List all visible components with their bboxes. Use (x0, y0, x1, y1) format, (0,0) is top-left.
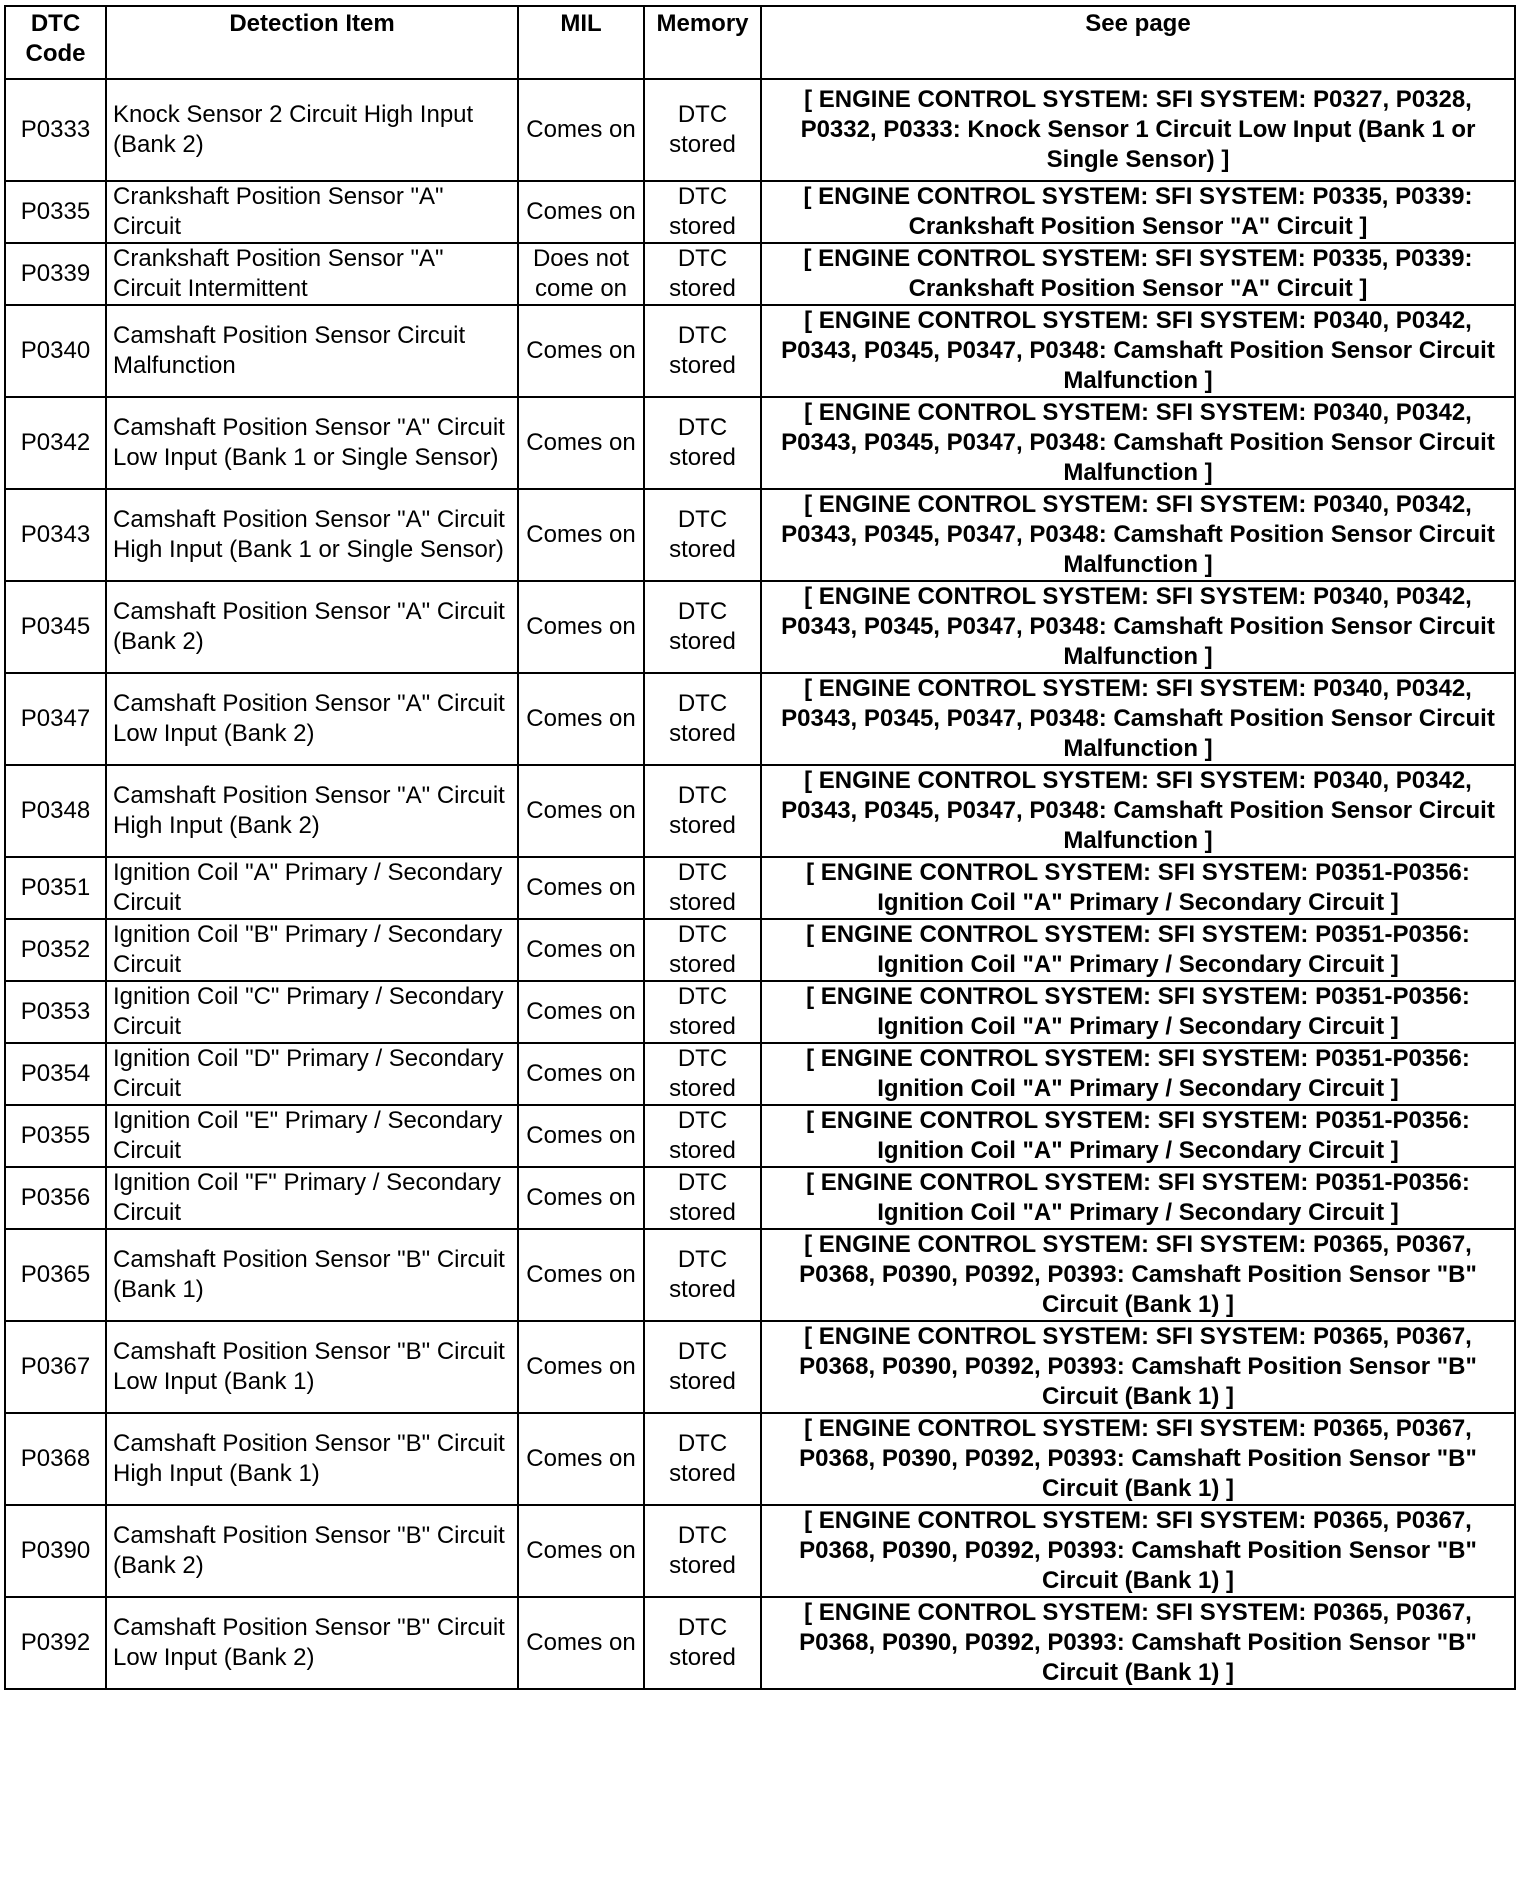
mil-cell: Comes on (518, 79, 644, 181)
detection-item-cell: Crankshaft Position Sensor "A" Circuit Intermittent (106, 243, 518, 305)
detection-item-cell: Camshaft Position Sensor "A" Circuit Low Input (Bank 1 or Single Sensor) (106, 397, 518, 489)
memory-cell: DTC stored (644, 765, 761, 857)
detection-item-cell: Camshaft Position Sensor "B" Circuit High Input (Bank 1) (106, 1413, 518, 1505)
mil-cell: Comes on (518, 181, 644, 243)
mil-cell: Comes on (518, 1229, 644, 1321)
memory-cell: DTC stored (644, 397, 761, 489)
table-row (5, 397, 1515, 489)
header-mil: MIL (518, 6, 644, 79)
detection-item-cell: Camshaft Position Sensor "B" Circuit Low Input (Bank 2) (106, 1597, 518, 1689)
see-page-cell: [ ENGINE CONTROL SYSTEM: SFI SYSTEM: P0340, P0342, P0343, P0345, P0347, P0348: Camshaft Position Sensor Circuit Malfunction ] (761, 489, 1515, 581)
table-row (5, 581, 1515, 673)
table-header-row (5, 6, 1515, 79)
dtc-code-cell: P0355 (5, 1105, 106, 1167)
header-dtc-code: DTC Code (5, 6, 106, 79)
table-row (5, 1413, 1515, 1505)
table-row (5, 243, 1515, 305)
dtc-code-cell: P0351 (5, 857, 106, 919)
memory-cell: DTC stored (644, 919, 761, 981)
dtc-code-cell: P0335 (5, 181, 106, 243)
table-row (5, 673, 1515, 765)
dtc-code-cell: P0347 (5, 673, 106, 765)
mil-cell: Does not come on (518, 243, 644, 305)
dtc-code-cell: P0340 (5, 305, 106, 397)
see-page-cell: [ ENGINE CONTROL SYSTEM: SFI SYSTEM: P0327, P0328, P0332, P0333: Knock Sensor 1 Circuit Low Input (Bank 1 or Single Sensor) ] (761, 79, 1515, 181)
see-page-cell: [ ENGINE CONTROL SYSTEM: SFI SYSTEM: P0351-P0356: Ignition Coil "A" Primary / Secondary Circuit ] (761, 1043, 1515, 1105)
see-page-cell: [ ENGINE CONTROL SYSTEM: SFI SYSTEM: P0365, P0367, P0368, P0390, P0392, P0393: Camshaft Position Sensor "B" Circuit (Bank 1) ] (761, 1597, 1515, 1689)
memory-cell: DTC stored (644, 181, 761, 243)
dtc-code-cell: P0339 (5, 243, 106, 305)
header-detection-item: Detection Item (106, 6, 518, 79)
table-row (5, 489, 1515, 581)
dtc-code-cell: P0367 (5, 1321, 106, 1413)
dtc-code-cell: P0368 (5, 1413, 106, 1505)
detection-item-cell: Ignition Coil "F" Primary / Secondary Circuit (106, 1167, 518, 1229)
mil-cell: Comes on (518, 1413, 644, 1505)
table-row (5, 1043, 1515, 1105)
memory-cell: DTC stored (644, 1043, 761, 1105)
memory-cell: DTC stored (644, 1167, 761, 1229)
see-page-cell: [ ENGINE CONTROL SYSTEM: SFI SYSTEM: P0340, P0342, P0343, P0345, P0347, P0348: Camshaft Position Sensor Circuit Malfunction ] (761, 673, 1515, 765)
dtc-code-cell: P0343 (5, 489, 106, 581)
memory-cell: DTC stored (644, 1505, 761, 1597)
detection-item-cell: Camshaft Position Sensor "B" Circuit Low Input (Bank 1) (106, 1321, 518, 1413)
table-row (5, 1505, 1515, 1597)
memory-cell: DTC stored (644, 1229, 761, 1321)
dtc-code-cell: P0348 (5, 765, 106, 857)
dtc-code-cell: P0365 (5, 1229, 106, 1321)
memory-cell: DTC stored (644, 1105, 761, 1167)
see-page-cell: [ ENGINE CONTROL SYSTEM: SFI SYSTEM: P0365, P0367, P0368, P0390, P0392, P0393: Camshaft Position Sensor "B" Circuit (Bank 1) ] (761, 1505, 1515, 1597)
mil-cell: Comes on (518, 1043, 644, 1105)
table-row (5, 857, 1515, 919)
table-row (5, 181, 1515, 243)
memory-cell: DTC stored (644, 1597, 761, 1689)
dtc-code-cell: P0353 (5, 981, 106, 1043)
detection-item-cell: Camshaft Position Sensor "A" Circuit High Input (Bank 1 or Single Sensor) (106, 489, 518, 581)
mil-cell: Comes on (518, 397, 644, 489)
memory-cell: DTC stored (644, 1413, 761, 1505)
see-page-cell: [ ENGINE CONTROL SYSTEM: SFI SYSTEM: P0365, P0367, P0368, P0390, P0392, P0393: Camshaft Position Sensor "B" Circuit (Bank 1) ] (761, 1413, 1515, 1505)
detection-item-cell: Ignition Coil "A" Primary / Secondary Circuit (106, 857, 518, 919)
table-row (5, 981, 1515, 1043)
see-page-cell: [ ENGINE CONTROL SYSTEM: SFI SYSTEM: P0340, P0342, P0343, P0345, P0347, P0348: Camshaft Position Sensor Circuit Malfunction ] (761, 581, 1515, 673)
memory-cell: DTC stored (644, 673, 761, 765)
table-row (5, 919, 1515, 981)
memory-cell: DTC stored (644, 305, 761, 397)
header-memory: Memory (644, 6, 761, 79)
see-page-cell: [ ENGINE CONTROL SYSTEM: SFI SYSTEM: P0335, P0339: Crankshaft Position Sensor "A" Circuit ] (761, 243, 1515, 305)
table-row (5, 305, 1515, 397)
mil-cell: Comes on (518, 857, 644, 919)
detection-item-cell: Ignition Coil "B" Primary / Secondary Circuit (106, 919, 518, 981)
dtc-code-cell: P0390 (5, 1505, 106, 1597)
see-page-cell: [ ENGINE CONTROL SYSTEM: SFI SYSTEM: P0351-P0356: Ignition Coil "A" Primary / Secondary Circuit ] (761, 1105, 1515, 1167)
see-page-cell: [ ENGINE CONTROL SYSTEM: SFI SYSTEM: P0365, P0367, P0368, P0390, P0392, P0393: Camshaft Position Sensor "B" Circuit (Bank 1) ] (761, 1229, 1515, 1321)
table-row (5, 1167, 1515, 1229)
memory-cell: DTC stored (644, 581, 761, 673)
mil-cell: Comes on (518, 1105, 644, 1167)
see-page-cell: [ ENGINE CONTROL SYSTEM: SFI SYSTEM: P0340, P0342, P0343, P0345, P0347, P0348: Camshaft Position Sensor Circuit Malfunction ] (761, 765, 1515, 857)
detection-item-cell: Crankshaft Position Sensor "A" Circuit (106, 181, 518, 243)
table-row (5, 1105, 1515, 1167)
dtc-code-cell: P0333 (5, 79, 106, 181)
detection-item-cell: Camshaft Position Sensor "A" Circuit Low Input (Bank 2) (106, 673, 518, 765)
memory-cell: DTC stored (644, 1321, 761, 1413)
detection-item-cell: Ignition Coil "D" Primary / Secondary Circuit (106, 1043, 518, 1105)
see-page-cell: [ ENGINE CONTROL SYSTEM: SFI SYSTEM: P0351-P0356: Ignition Coil "A" Primary / Secondary Circuit ] (761, 981, 1515, 1043)
table-row (5, 1597, 1515, 1689)
see-page-cell: [ ENGINE CONTROL SYSTEM: SFI SYSTEM: P0335, P0339: Crankshaft Position Sensor "A" Circuit ] (761, 181, 1515, 243)
see-page-cell: [ ENGINE CONTROL SYSTEM: SFI SYSTEM: P0351-P0356: Ignition Coil "A" Primary / Secondary Circuit ] (761, 857, 1515, 919)
memory-cell: DTC stored (644, 489, 761, 581)
detection-item-cell: Camshaft Position Sensor "B" Circuit (Bank 1) (106, 1229, 518, 1321)
dtc-table (4, 5, 1516, 1690)
mil-cell: Comes on (518, 981, 644, 1043)
see-page-cell: [ ENGINE CONTROL SYSTEM: SFI SYSTEM: P0340, P0342, P0343, P0345, P0347, P0348: Camshaft Position Sensor Circuit Malfunction ] (761, 397, 1515, 489)
see-page-cell: [ ENGINE CONTROL SYSTEM: SFI SYSTEM: P0351-P0356: Ignition Coil "A" Primary / Secondary Circuit ] (761, 919, 1515, 981)
table-row (5, 1321, 1515, 1413)
table-row (5, 1229, 1515, 1321)
table-body (5, 79, 1515, 1689)
mil-cell: Comes on (518, 765, 644, 857)
detection-item-cell: Knock Sensor 2 Circuit High Input (Bank 2) (106, 79, 518, 181)
memory-cell: DTC stored (644, 79, 761, 181)
dtc-code-cell: P0356 (5, 1167, 106, 1229)
detection-item-cell: Camshaft Position Sensor "B" Circuit (Bank 2) (106, 1505, 518, 1597)
memory-cell: DTC stored (644, 857, 761, 919)
mil-cell: Comes on (518, 1505, 644, 1597)
table-row (5, 79, 1515, 181)
header-see-page: See page (761, 6, 1515, 79)
dtc-code-cell: P0354 (5, 1043, 106, 1105)
see-page-cell: [ ENGINE CONTROL SYSTEM: SFI SYSTEM: P0351-P0356: Ignition Coil "A" Primary / Secondary Circuit ] (761, 1167, 1515, 1229)
mil-cell: Comes on (518, 489, 644, 581)
mil-cell: Comes on (518, 1167, 644, 1229)
dtc-code-cell: P0342 (5, 397, 106, 489)
detection-item-cell: Ignition Coil "C" Primary / Secondary Circuit (106, 981, 518, 1043)
dtc-code-cell: P0345 (5, 581, 106, 673)
memory-cell: DTC stored (644, 243, 761, 305)
mil-cell: Comes on (518, 581, 644, 673)
dtc-code-cell: P0352 (5, 919, 106, 981)
memory-cell: DTC stored (644, 981, 761, 1043)
dtc-code-cell: P0392 (5, 1597, 106, 1689)
mil-cell: Comes on (518, 1597, 644, 1689)
detection-item-cell: Camshaft Position Sensor "A" Circuit High Input (Bank 2) (106, 765, 518, 857)
see-page-cell: [ ENGINE CONTROL SYSTEM: SFI SYSTEM: P0340, P0342, P0343, P0345, P0347, P0348: Camshaft Position Sensor Circuit Malfunction ] (761, 305, 1515, 397)
detection-item-cell: Camshaft Position Sensor Circuit Malfunction (106, 305, 518, 397)
mil-cell: Comes on (518, 673, 644, 765)
mil-cell: Comes on (518, 1321, 644, 1413)
detection-item-cell: Ignition Coil "E" Primary / Secondary Circuit (106, 1105, 518, 1167)
table-row (5, 765, 1515, 857)
see-page-cell: [ ENGINE CONTROL SYSTEM: SFI SYSTEM: P0365, P0367, P0368, P0390, P0392, P0393: Camshaft Position Sensor "B" Circuit (Bank 1) ] (761, 1321, 1515, 1413)
mil-cell: Comes on (518, 305, 644, 397)
detection-item-cell: Camshaft Position Sensor "A" Circuit (Bank 2) (106, 581, 518, 673)
mil-cell: Comes on (518, 919, 644, 981)
